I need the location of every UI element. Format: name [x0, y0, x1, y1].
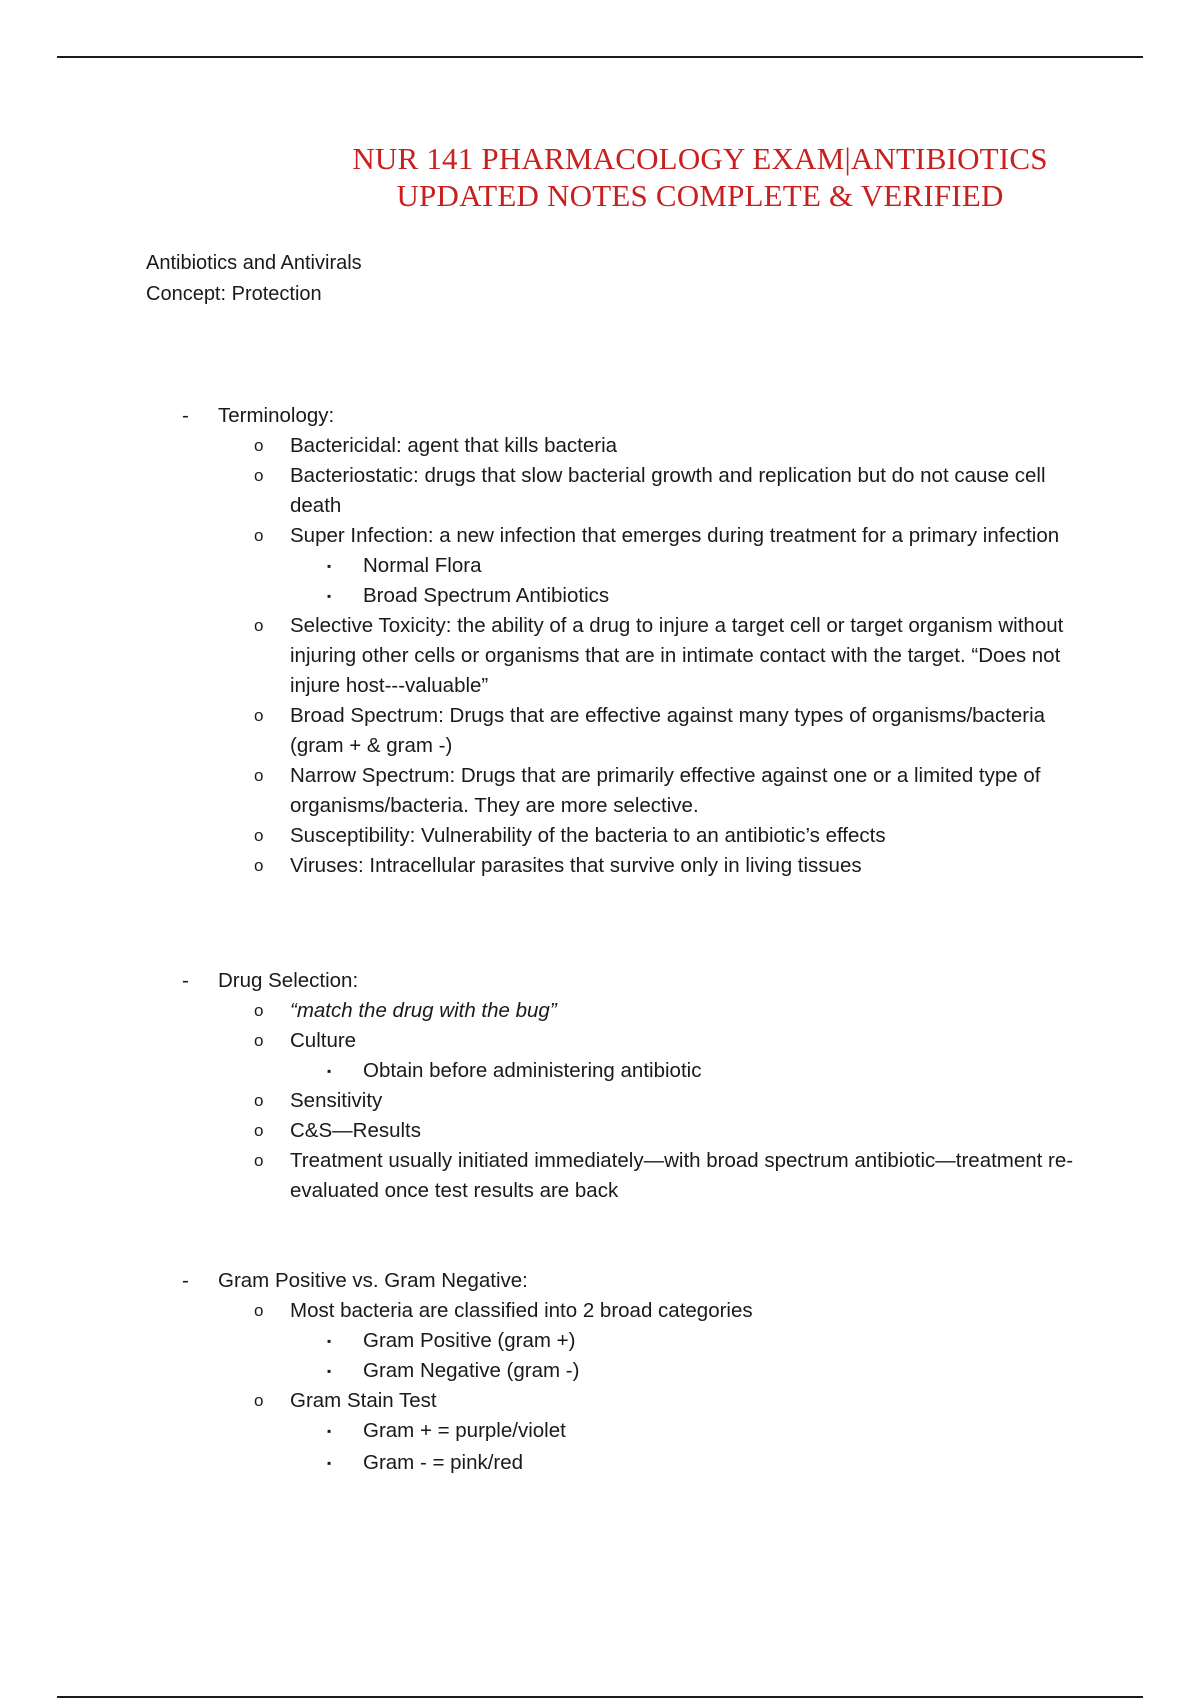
list-item	[0, 431, 1200, 461]
circle-bullet: o	[254, 1151, 264, 1170]
list-item	[0, 1386, 1200, 1416]
list-item	[0, 461, 1200, 521]
list-item	[0, 821, 1200, 851]
list-item	[0, 1266, 1200, 1296]
gram-positive-item: Gram Positive (gram +)	[363, 1329, 576, 1352]
classification-item: Most bacteria are classified into 2 broad categories	[290, 1299, 753, 1322]
dash-bullet: -	[182, 969, 189, 992]
terminology-heading: Terminology:	[218, 404, 335, 427]
square-bullet: ▪	[327, 589, 332, 603]
drug-bug-motto: “match the drug with the bug”	[290, 999, 557, 1022]
circle-bullet: o	[254, 856, 264, 875]
viruses-definition: Viruses: Intracellular parasites that survive only in living tissues	[290, 854, 862, 877]
list-item	[0, 521, 1200, 551]
gram-negative-item: Gram Negative (gram -)	[363, 1359, 580, 1382]
circle-bullet: o	[254, 1031, 264, 1050]
circle-bullet: o	[254, 436, 264, 455]
title-line-2: UPDATED NOTES COMPLETE & VERIFIED	[396, 178, 1004, 213]
circle-bullet: o	[254, 526, 264, 545]
culture-item: Culture	[290, 1029, 357, 1052]
selective-toxicity-definition: Selective Toxicity: the ability of a drug to injure a target cell or target organism without injuring other cells or organisms that are in intimate contact with the target. “Does not injure host---valuable”	[290, 614, 1064, 697]
square-bullet: ▪	[327, 1456, 332, 1470]
list-item	[0, 1326, 1200, 1356]
document-title	[300, 140, 1100, 214]
broad-spectrum-definition: Broad Spectrum: Drugs that are effective against many types of organisms/bacteria (gram + & gram -)	[290, 704, 1046, 757]
list-item	[0, 551, 1200, 581]
square-bullet: ▪	[327, 559, 332, 573]
square-bullet: ▪	[327, 1334, 332, 1348]
gram-section	[0, 1266, 1200, 1478]
square-bullet: ▪	[327, 1424, 332, 1438]
intro-block	[146, 248, 362, 310]
dash-bullet: -	[182, 404, 189, 427]
list-item	[0, 1146, 1200, 1206]
list-item	[0, 1086, 1200, 1116]
narrow-spectrum-definition: Narrow Spectrum: Drugs that are primarily effective against one or a limited type of organisms/bacteria. They are more selective.	[290, 764, 1041, 817]
circle-bullet: o	[254, 766, 264, 785]
normal-flora: Normal Flora	[363, 554, 482, 577]
list-item	[0, 1026, 1200, 1056]
gram-negative-stain: Gram - = pink/red	[363, 1451, 524, 1474]
circle-bullet: o	[254, 616, 264, 635]
bacteriostatic-definition: Bacteriostatic: drugs that slow bacterial growth and replication but do not cause cell death	[290, 464, 1046, 517]
list-item	[0, 1416, 1200, 1446]
gram-heading: Gram Positive vs. Gram Negative:	[218, 1269, 528, 1292]
concept-line: Concept: Protection	[146, 283, 322, 305]
list-item	[0, 611, 1200, 701]
title-line-1: NUR 141 PHARMACOLOGY EXAM|ANTIBIOTICS	[352, 141, 1048, 176]
circle-bullet: o	[254, 1391, 264, 1410]
circle-bullet: o	[254, 1121, 264, 1140]
subtitle: Antibiotics and Antivirals	[146, 252, 362, 274]
list-item	[0, 761, 1200, 821]
drug-selection-section	[0, 966, 1200, 1206]
circle-bullet: o	[254, 706, 264, 725]
circle-bullet: o	[254, 1091, 264, 1110]
bactericidal-definition: Bactericidal: agent that kills bacteria	[290, 434, 618, 457]
list-item	[0, 581, 1200, 611]
treatment-item: Treatment usually initiated immediately—with broad spectrum antibiotic—treatment re-evaluated once test results are back	[290, 1149, 1074, 1202]
square-bullet: ▪	[327, 1064, 332, 1078]
list-item	[0, 401, 1200, 431]
list-item	[0, 851, 1200, 881]
terminology-section	[0, 401, 1200, 881]
list-item	[0, 996, 1200, 1026]
circle-bullet: o	[254, 826, 264, 845]
list-item	[0, 1116, 1200, 1146]
cs-results-item: C&S—Results	[290, 1119, 422, 1142]
susceptibility-definition: Susceptibility: Vulnerability of the bacteria to an antibiotic’s effects	[290, 824, 886, 847]
gram-stain-test-item: Gram Stain Test	[290, 1389, 437, 1412]
drug-selection-heading: Drug Selection:	[218, 969, 359, 992]
list-item	[0, 1356, 1200, 1386]
gram-positive-stain: Gram + = purple/violet	[363, 1419, 566, 1442]
list-item	[0, 1448, 1200, 1478]
list-item	[0, 1296, 1200, 1326]
dash-bullet: -	[182, 1269, 189, 1292]
list-item	[0, 1056, 1200, 1086]
top-rule	[57, 56, 1143, 58]
circle-bullet: o	[254, 1001, 264, 1020]
list-item	[0, 701, 1200, 761]
broad-spectrum-antibiotics: Broad Spectrum Antibiotics	[363, 584, 610, 607]
square-bullet: ▪	[327, 1364, 332, 1378]
super-infection-definition: Super Infection: a new infection that emerges during treatment for a primary infection	[290, 524, 1060, 547]
sensitivity-item: Sensitivity	[290, 1089, 383, 1112]
circle-bullet: o	[254, 466, 264, 485]
circle-bullet: o	[254, 1301, 264, 1320]
list-item	[0, 966, 1200, 996]
bottom-rule	[57, 1696, 1143, 1698]
culture-note: Obtain before administering antibiotic	[363, 1059, 702, 1082]
